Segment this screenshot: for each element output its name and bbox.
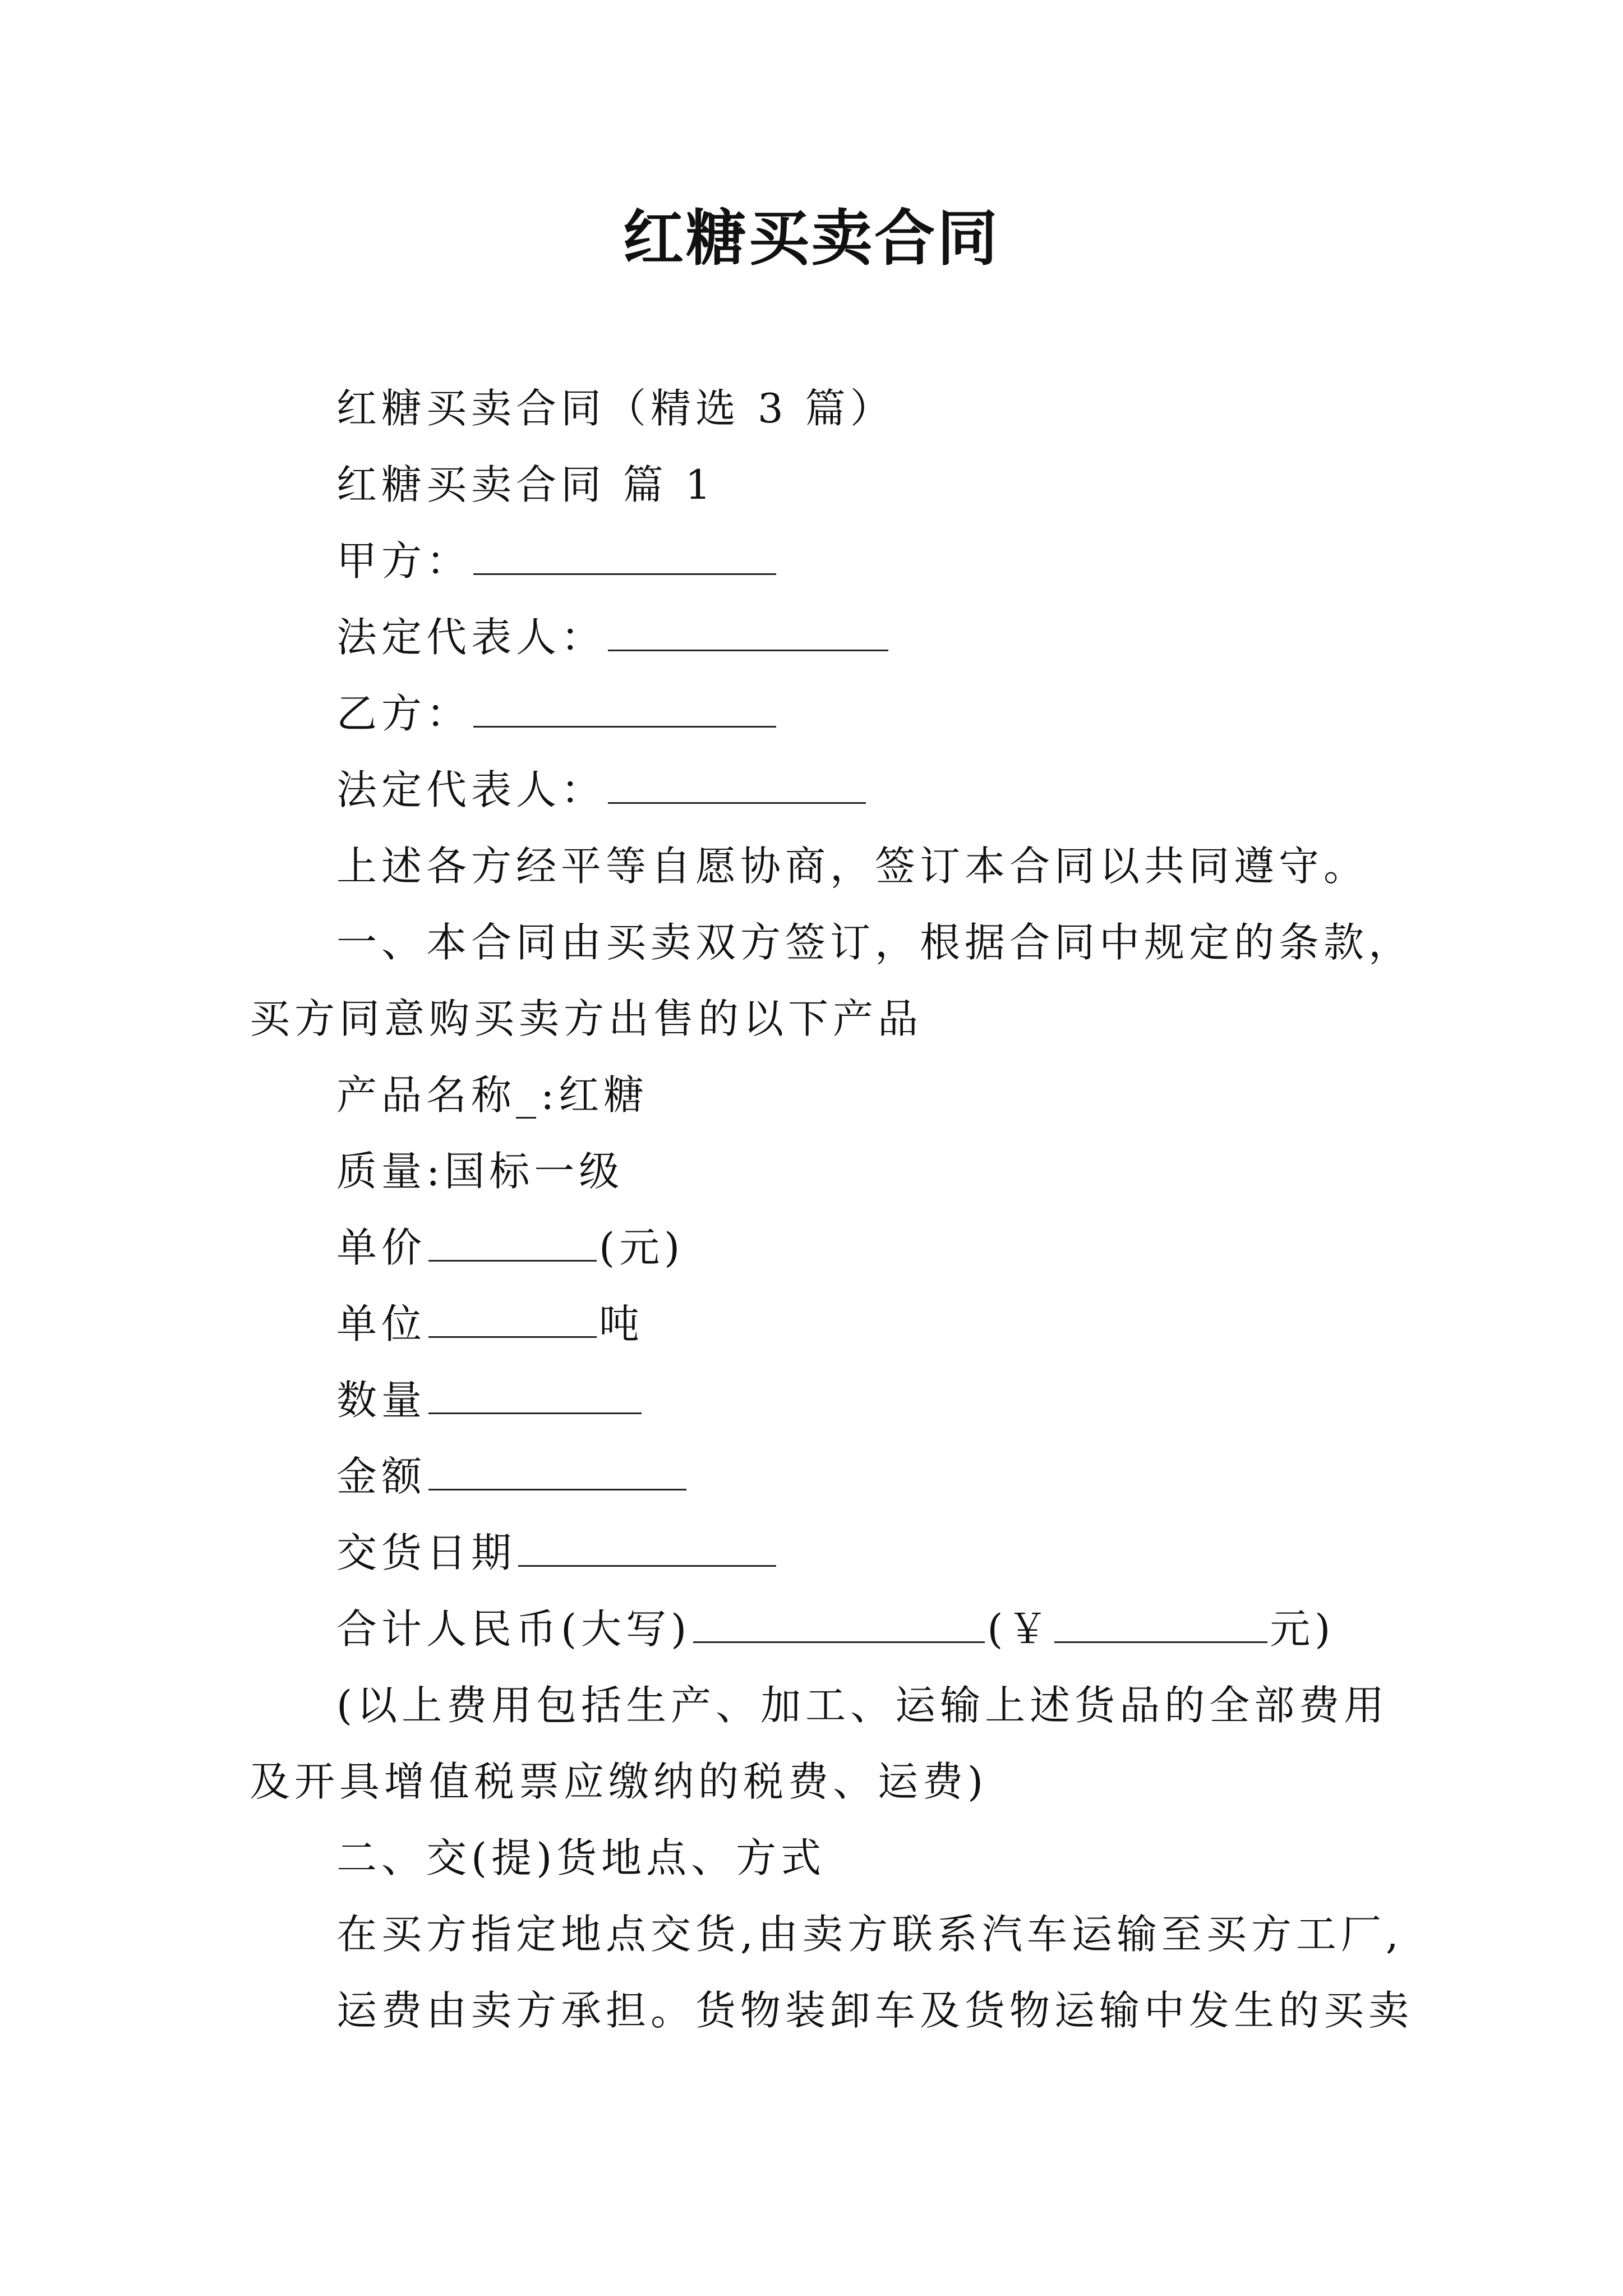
unit-price-suffix: (元) bbox=[599, 1224, 685, 1271]
rep-b-label: 法定代表人： bbox=[336, 766, 606, 813]
quantity-line bbox=[250, 1362, 1382, 1438]
total-suffix: 元) bbox=[1270, 1605, 1335, 1653]
total-number-blank bbox=[1054, 1608, 1267, 1643]
party-b-blank bbox=[473, 692, 776, 728]
party-a-line bbox=[250, 523, 1382, 599]
unit-suffix: 吨 bbox=[599, 1300, 644, 1347]
unit-blank bbox=[428, 1303, 597, 1338]
clause-1-line-b: 买方同意购买卖方出售的以下产品 bbox=[250, 995, 923, 1042]
contract-subtitle: 红糖买卖合同（精选 3 篇） bbox=[336, 385, 895, 432]
unit-line bbox=[250, 1286, 1382, 1362]
total-line bbox=[250, 1591, 1382, 1667]
party-b-line bbox=[250, 675, 1382, 752]
document-body bbox=[250, 370, 1414, 2049]
fees-line-b: 及开具增值税票应缴纳的税费、运费) bbox=[250, 1758, 988, 1805]
party-a-blank bbox=[473, 540, 776, 575]
unit-price-label: 单价 bbox=[336, 1224, 427, 1271]
unit-label: 单位 bbox=[336, 1300, 427, 1347]
amount-line bbox=[250, 1438, 1382, 1515]
agreement-line: 上述各方经平等自愿协商，签订本合同以共同遵守。 bbox=[336, 843, 1369, 890]
delivery-date-line bbox=[250, 1515, 1382, 1591]
unit-price-blank bbox=[428, 1226, 597, 1262]
product-line: 产品名称_:红糖 bbox=[336, 1071, 649, 1119]
fees-line-a: (以上费用包括生产、加工、运输上述货品的全部费用 bbox=[336, 1682, 1389, 1729]
amount-blank bbox=[428, 1455, 686, 1490]
delivery-line-a: 在买方指定地点交货,由卖方联系汽车运输至买方工厂, bbox=[336, 1911, 1403, 1958]
rep-b-line bbox=[250, 752, 1382, 828]
party-b-label: 乙方： bbox=[336, 690, 472, 737]
unit-price-line bbox=[250, 1209, 1382, 1286]
contract-heading: 红糖买卖合同 篇 1 bbox=[336, 461, 716, 508]
rep-a-label: 法定代表人： bbox=[336, 614, 606, 661]
clause-1-line-a: 一、本合同由买卖双方签订，根据合同中规定的条款， bbox=[336, 919, 1414, 966]
total-mid: (￥ bbox=[987, 1605, 1053, 1653]
quantity-label: 数量 bbox=[336, 1377, 427, 1424]
quality-line: 质量:国标一级 bbox=[336, 1148, 624, 1195]
quantity-blank bbox=[428, 1379, 642, 1414]
amount-label: 金额 bbox=[336, 1453, 427, 1500]
total-words-blank bbox=[693, 1608, 985, 1643]
delivery-date-label: 交货日期 bbox=[336, 1529, 517, 1576]
section-2-heading: 二、交(提)货地点、方式 bbox=[336, 1834, 826, 1881]
delivery-date-blank bbox=[518, 1531, 776, 1567]
delivery-line-b: 运费由卖方承担。货物装卸车及货物运输中发生的买卖 bbox=[336, 1987, 1414, 2034]
total-label: 合计人民币(大写) bbox=[336, 1605, 691, 1653]
rep-a-line bbox=[250, 599, 1382, 675]
document-title: 红糖买卖合同 bbox=[623, 203, 1000, 274]
rep-b-blank bbox=[608, 769, 866, 804]
rep-a-blank bbox=[608, 616, 888, 651]
party-a-label: 甲方： bbox=[336, 537, 472, 585]
